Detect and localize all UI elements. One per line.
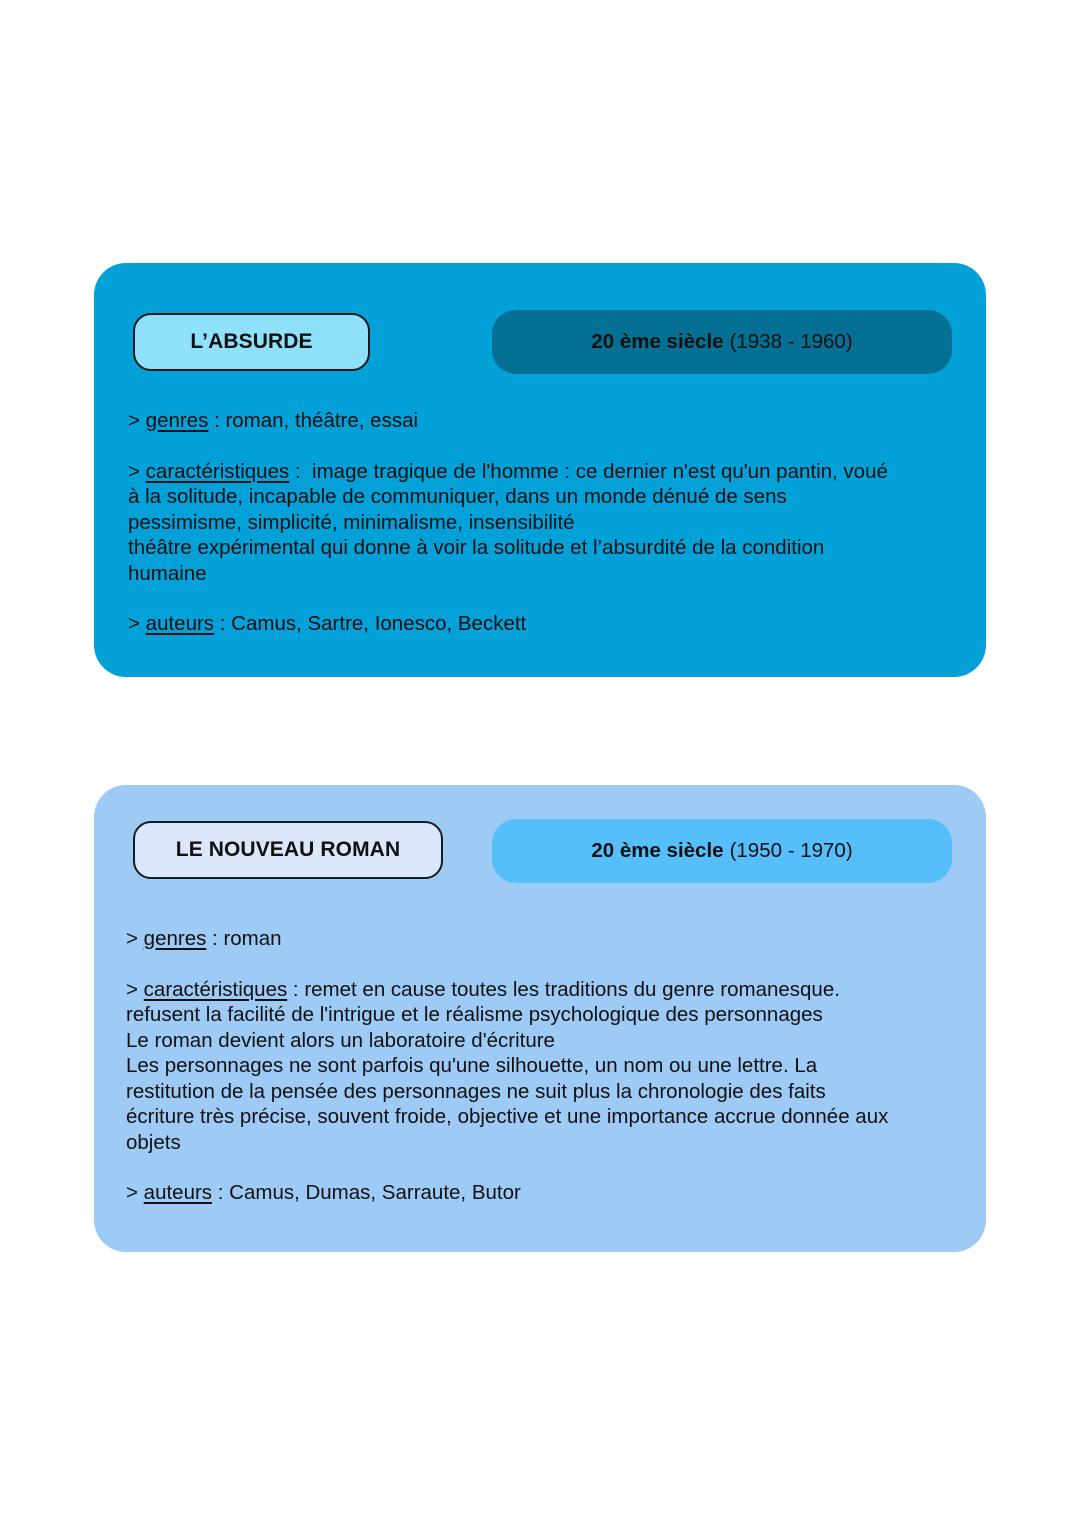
genres-value: roman, théâtre, essai	[225, 409, 419, 432]
bullet-marker: >	[128, 409, 146, 432]
absurde-card	[94, 263, 986, 677]
nouveau-roman-era-badge	[492, 819, 952, 883]
separator: :	[287, 977, 305, 1001]
nouveau-roman-card	[94, 785, 986, 1252]
nouveau-roman-body	[126, 926, 966, 1206]
auteurs-label: auteurs	[143, 1181, 213, 1204]
caracteristiques-line: humaine	[128, 561, 207, 585]
absurde-genres	[128, 408, 966, 434]
caracteristiques-line: Les personnages ne sont parfois qu'une silhouette, un nom ou une lettre. La	[126, 1054, 818, 1077]
absurde-era-dates: (1938 - 1960)	[729, 330, 853, 353]
separator: :	[208, 409, 226, 432]
separator: :	[206, 927, 224, 950]
caracteristiques-line: écriture très précise, souvent froide, objective et une importance accrue donnée aux	[126, 1105, 889, 1128]
nouveau-roman-era-dates: (1950 - 1970)	[729, 839, 853, 862]
caracteristiques-line: refusent la facilité de l'intrigue et le réalisme psychologique des personnages	[126, 1003, 823, 1026]
absurde-auteurs	[128, 611, 966, 637]
bullet-marker: >	[126, 927, 144, 950]
genres-label: genres	[145, 409, 209, 432]
auteurs-value: Camus, Dumas, Sarraute, Butor	[229, 1181, 521, 1204]
absurde-title: L’ABSURDE	[133, 313, 370, 371]
nouveau-roman-caracteristiques	[126, 977, 966, 1156]
nouveau-roman-title: LE NOUVEAU ROMAN	[133, 821, 443, 879]
separator: :	[212, 1181, 230, 1204]
genres-value: roman	[223, 927, 282, 950]
nouveau-roman-genres	[126, 926, 966, 952]
genres-label: genres	[143, 927, 207, 950]
bullet-marker: >	[128, 459, 146, 483]
caracteristiques-line: théâtre expérimental qui donne à voir la solitude et l’absurdité de la condition	[128, 536, 825, 559]
caracteristiques-line: restitution de la pensée des personnages ne suit plus la chronologie des faits	[126, 1079, 826, 1103]
caracteristiques-label: caractéristiques	[143, 977, 288, 1001]
bullet-marker: >	[128, 612, 146, 635]
caracteristiques-line: Le roman devient alors un laboratoire d'écriture	[126, 1028, 555, 1052]
separator: :	[214, 612, 232, 635]
nouveau-roman-auteurs	[126, 1180, 966, 1206]
caracteristiques-line: objets	[126, 1130, 181, 1154]
caracteristiques-first-line: image tragique de l'homme : ce dernier n'est qu'un pantin, voué	[312, 459, 888, 483]
bullet-marker: >	[126, 1181, 144, 1204]
absurde-body	[128, 408, 966, 637]
auteurs-value: Camus, Sartre, Ionesco, Beckett	[231, 612, 527, 635]
absurde-era-century: 20 ème siècle	[591, 330, 724, 353]
caracteristiques-label: caractéristiques	[145, 459, 290, 483]
absurde-era-badge	[492, 310, 952, 374]
nouveau-roman-era-century: 20 ème siècle	[591, 839, 724, 862]
separator: :	[289, 459, 313, 483]
auteurs-label: auteurs	[145, 612, 215, 635]
caracteristiques-line: pessimisme, simplicité, minimalisme, insensibilité	[128, 510, 575, 534]
caracteristiques-first-line: remet en cause toutes les traditions du genre romanesque.	[304, 977, 840, 1001]
caracteristiques-line: à la solitude, incapable de communiquer, dans un monde dénué de sens	[128, 485, 787, 508]
bullet-marker: >	[126, 977, 144, 1001]
absurde-caracteristiques	[128, 459, 966, 587]
